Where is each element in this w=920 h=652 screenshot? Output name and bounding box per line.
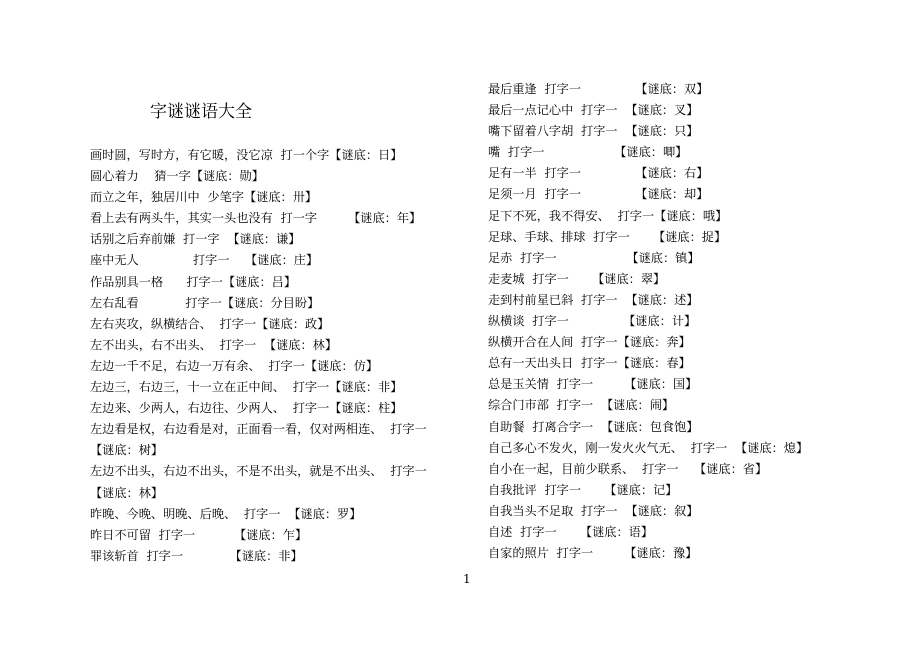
- riddle-line: 综合门市部 打字一 【谜底：闹】: [488, 398, 675, 413]
- riddle-line: 足须一月 打字一 【谜底：却】: [488, 187, 709, 202]
- riddle-line: 左不出头，右不出头、 打字一 【谜底：林】: [90, 337, 338, 352]
- page-title: 字谜谜语大全: [150, 102, 252, 122]
- riddle-line: 左边看是权，右边看是对，正面看一看，仅对两相连、 打字一: [90, 422, 427, 437]
- riddle-line: 画时圆，写时方，有它暖，没它凉 打一个字【谜底：日】: [90, 148, 403, 162]
- riddle-line: 左边来、少两人，右边往、少两人、 打字一【谜底：柱】: [90, 401, 403, 416]
- riddle-line: 罪该斩首 打字一 【谜底：非】: [90, 548, 303, 563]
- riddle-line: 【谜底：树】: [90, 443, 164, 458]
- riddle-line: 走麦城 打字一 【谜底：翠】: [488, 271, 666, 286]
- riddle-line: 自助餐 打离合字一 【谜底：包食饱】: [488, 419, 699, 434]
- riddle-line: 足赤 打字一 【谜底：镇】: [488, 250, 700, 265]
- riddle-line: 自小在一起，目前少联系、 打字一 【谜底：省】: [488, 461, 768, 476]
- riddle-line: 走到村前星已斜 打字一 【谜底：述】: [488, 292, 699, 307]
- riddle-line: 总有一天出头日 打字一【谜底：春】: [488, 356, 691, 371]
- riddle-line: 最后一点记心中 打字一 【谜底：叉】: [488, 103, 699, 118]
- riddle-line: 【谜底：林】: [90, 485, 164, 500]
- riddle-line: 自我当头不足取 打字一 【谜底：叙】: [488, 503, 699, 518]
- left-column: [90, 145, 460, 567]
- riddle-line: 座中无人 打字一 【谜底：庄】: [90, 253, 319, 268]
- riddle-line: 纵横谈 打字一 【谜底：计】: [488, 314, 697, 329]
- riddle-line: 自己多心不发火，刚一发火火气无、 打字一 【谜底：熄】: [488, 440, 809, 455]
- riddle-line: 足球、手球、排球 打字一 【谜底：捉】: [488, 229, 727, 244]
- riddle-line: 看上去有两头牛，其实一头也没有 打一字 【谜底：年】: [90, 211, 422, 226]
- riddle-line: 话别之后弃前嫌 打一字 【谜底：谦】: [90, 232, 301, 247]
- riddle-line: 足下不死，我不得安、 打字一【谜底：哦】: [488, 208, 728, 223]
- riddle-line: 而立之年，独居川中 少笔字【谜底：卅】: [90, 190, 318, 205]
- riddle-line: 总是玉关情 打字一 【谜底：国】: [488, 377, 698, 392]
- right-column: [488, 79, 838, 564]
- riddle-line: 左边一千不足，右边一万有余、 打字一【谜底：仿】: [90, 358, 379, 373]
- riddle-line: 作品别具一格 打字一【谜底：吕】: [90, 274, 297, 289]
- riddle-line: 圆心着力 猜一字【谜底：勋】: [90, 169, 264, 184]
- riddle-line: 昨晚、今晚、明晚、后晚、 打字一 【谜底：罗】: [90, 506, 362, 521]
- riddle-line: 自述 打字一 【谜底：语】: [488, 524, 654, 539]
- riddle-line: 左右夹攻，纵横结合、 打字一【谜底：政】: [90, 316, 330, 331]
- riddle-line: 嘴下留着八字胡 打字一 【谜底：只】: [488, 124, 699, 139]
- riddle-line: 左边不出头，右边不出头，不是不出头，就是不出头、 打字一: [90, 464, 427, 479]
- riddle-line: 嘴 打字一 【谜底：唧】: [488, 145, 688, 160]
- riddle-line: 左右乱看 打字一【谜底：分目盼】: [90, 295, 320, 310]
- riddle-line: 纵横开合在人间 打字一【谜底：奔】: [488, 335, 691, 350]
- riddle-line: 左边三，右边三，十一立在正中间、 打字一【谜底：非】: [90, 380, 403, 395]
- riddle-line: 昨日不可留 打字一 【谜底：乍】: [90, 527, 308, 542]
- riddle-line: 自我批评 打字一 【谜底：记】: [488, 482, 678, 497]
- riddle-line: 自家的照片 打字一 【谜底：豫】: [488, 546, 698, 561]
- riddle-line: 最后重逢 打字一 【谜底：双】: [488, 82, 709, 96]
- page-number: 1: [463, 572, 471, 586]
- riddle-line: 足有一半 打字一 【谜底：右】: [488, 166, 709, 181]
